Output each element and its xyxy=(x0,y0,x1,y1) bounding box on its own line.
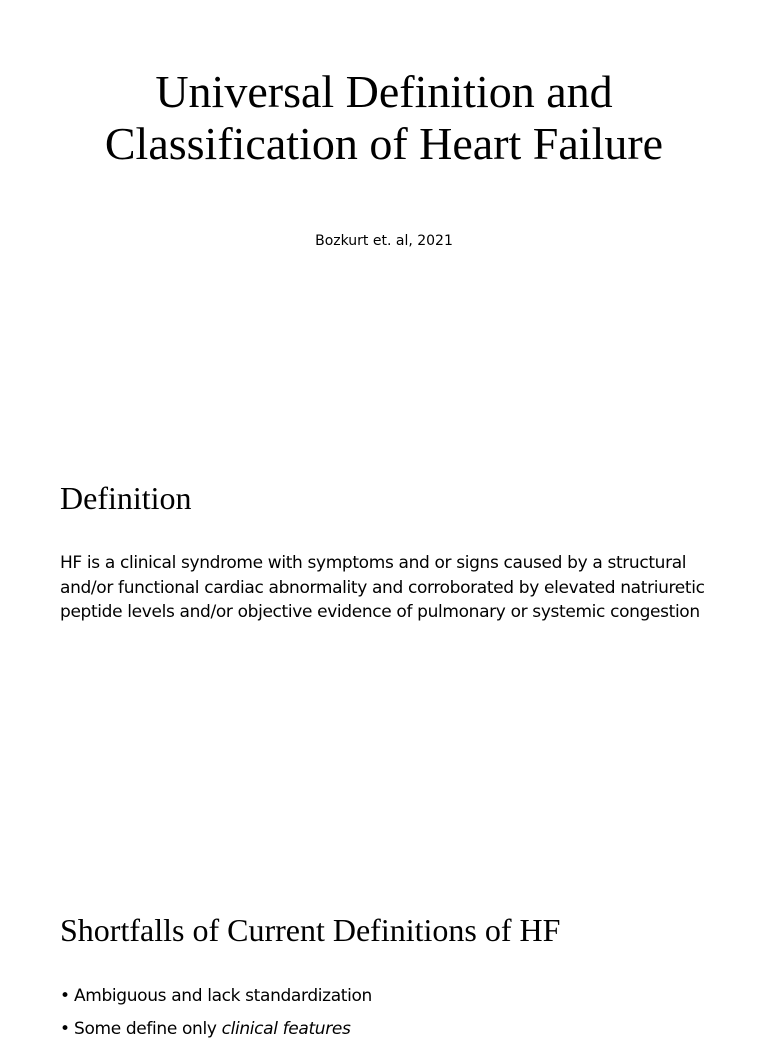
list-item xyxy=(60,984,740,1009)
list-item-text: Some define only xyxy=(74,1018,222,1039)
shortfalls-list xyxy=(60,984,740,1049)
bullet-icon: • xyxy=(60,1018,70,1039)
definition-text: HF is a clinical syndrome with symptoms and or signs caused by a structural and/or functional cardiac abnormality and corroborated by elevated natriuretic peptide levels and/or objective evidence of pulmonary or systemic congestion xyxy=(60,553,705,622)
list-item xyxy=(60,1017,740,1042)
slide-title: Universal Definition and Classification of Heart Failure xyxy=(104,66,664,169)
definition-heading: Definition xyxy=(60,480,192,516)
list-item-emphasis: clinical features xyxy=(221,1018,351,1039)
shortfalls-heading: Shortfalls of Current Definitions of HF xyxy=(60,912,561,948)
citation-subtitle: Bozkurt et. al, 2021 xyxy=(315,233,453,249)
bullet-icon: • xyxy=(60,986,70,1006)
list-item-text: Ambiguous and lack standardization xyxy=(74,986,372,1006)
